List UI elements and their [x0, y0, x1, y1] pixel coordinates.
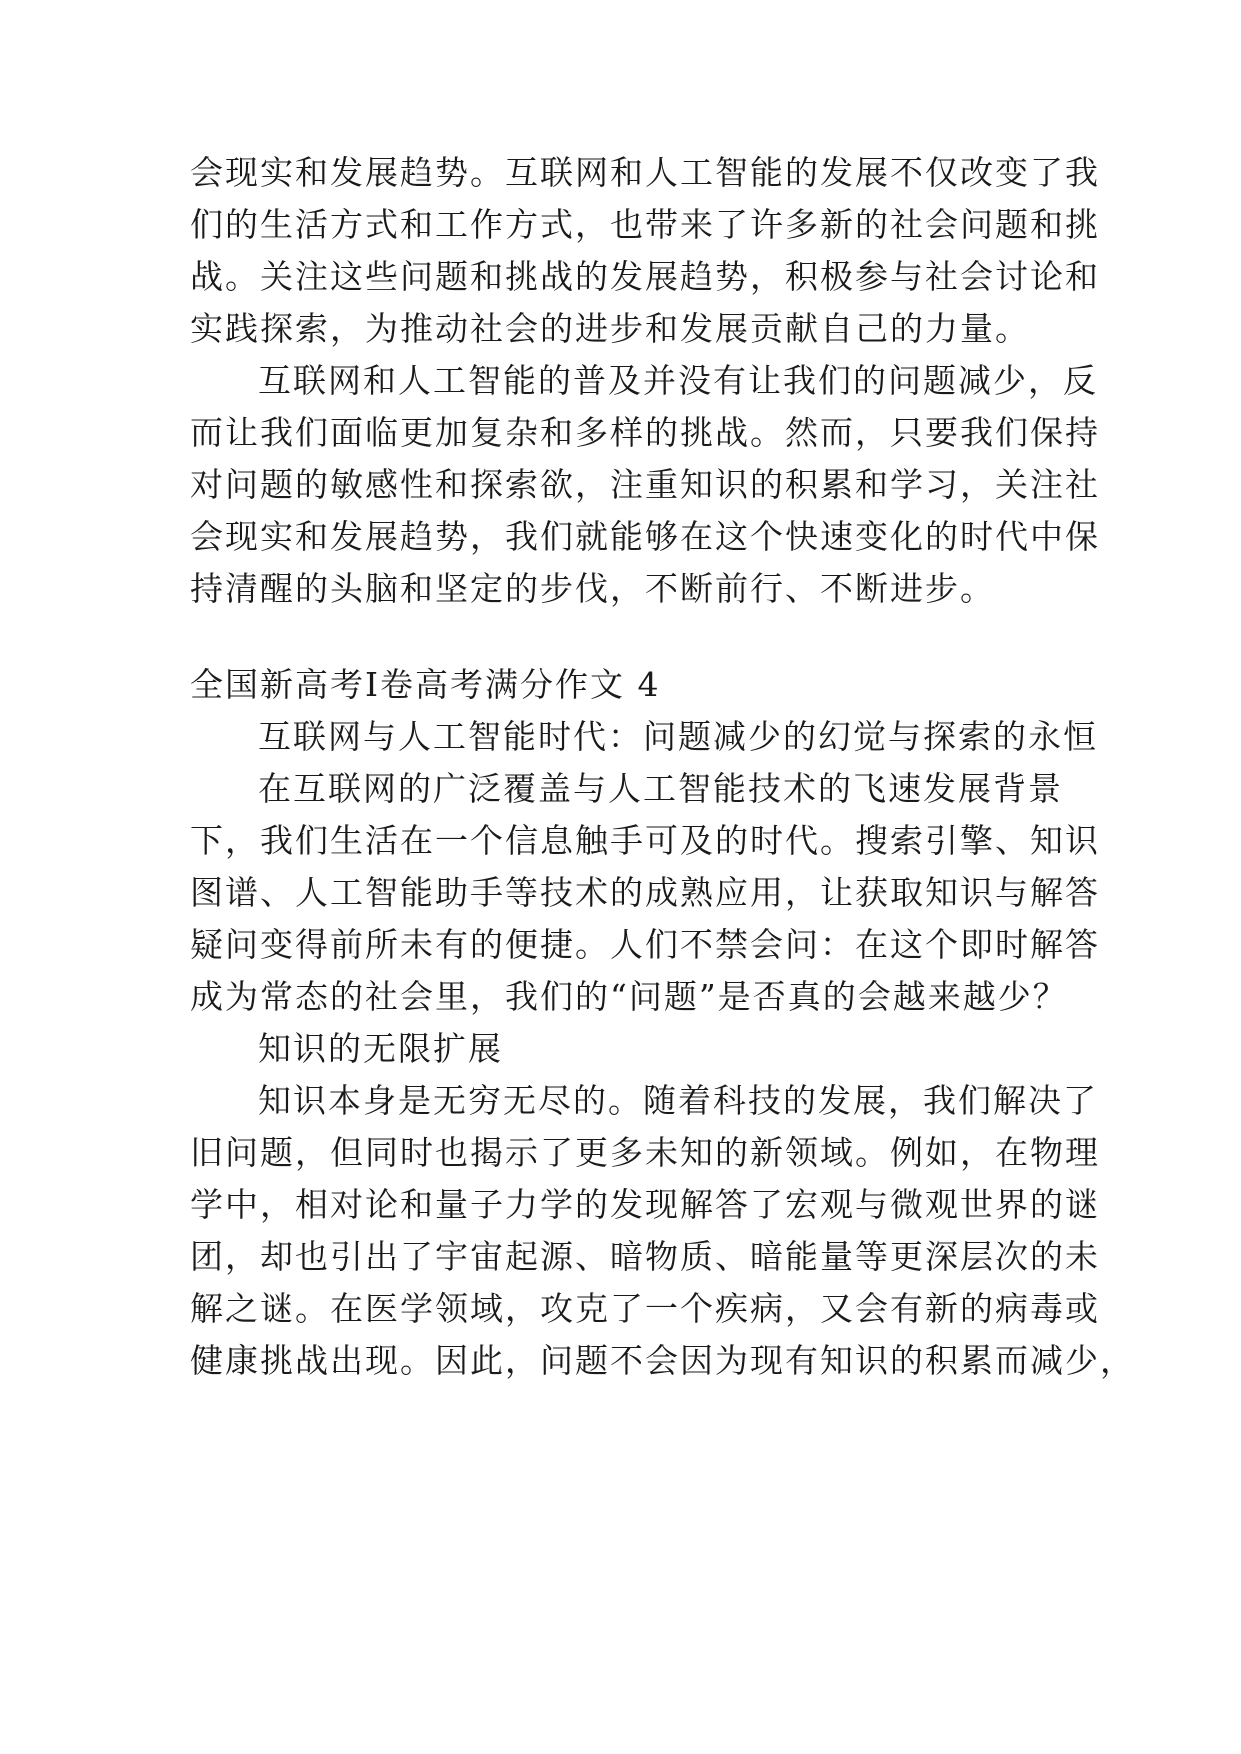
paragraph-line: 对问题的敏感性和探索欲，注重知识的积累和学习，关注社 — [190, 465, 1100, 504]
paragraph-line: 疑问变得前所未有的便捷。人们不禁会问：在这个即时解答 — [190, 925, 1100, 964]
paragraph-line: 学中，相对论和量子力学的发现解答了宏观与微观世界的谜 — [190, 1185, 1100, 1224]
paragraph-line: 而让我们面临更加复杂和多样的挑战。然而，只要我们保持 — [190, 413, 1100, 452]
paragraph-line: 知识本身是无穷无尽的。随着科技的发展，我们解决了 — [258, 1081, 1098, 1120]
paragraph-line: 持清醒的头脑和坚定的步伐，不断前行、不断进步。 — [190, 569, 995, 608]
paragraph-line: 实践探索，为推动社会的进步和发展贡献自己的力量。 — [190, 309, 1030, 348]
essay-title: 互联网与人工智能时代：问题减少的幻觉与探索的永恒 — [258, 717, 1098, 756]
subheading: 知识的无限扩展 — [258, 1029, 503, 1068]
paragraph-line: 团，却也引出了宇宙起源、暗物质、暗能量等更深层次的未 — [190, 1237, 1100, 1276]
paragraph-line: 图谱、人工智能助手等技术的成熟应用，让获取知识与解答 — [190, 873, 1100, 912]
paragraph-line: 旧问题，但同时也揭示了更多未知的新领域。例如，在物理 — [190, 1133, 1100, 1172]
paragraph-line: 下，我们生活在一个信息触手可及的时代。搜索引擎、知识 — [190, 821, 1100, 860]
paragraph-line: 互联网和人工智能的普及并没有让我们的问题减少，反 — [258, 361, 1098, 400]
paragraph-line: 成为常态的社会里，我们的“问题”是否真的会越来越少？ — [190, 977, 1068, 1016]
paragraph-line: 解之谜。在医学领域，攻克了一个疾病，又会有新的病毒或 — [190, 1289, 1100, 1328]
paragraph-line: 健康挑战出现。因此，问题不会因为现有知识的积累而减少， — [190, 1341, 1135, 1380]
paragraph-line: 们的生活方式和工作方式，也带来了许多新的社会问题和挑 — [190, 205, 1100, 244]
paragraph-line: 在互联网的广泛覆盖与人工智能技术的飞速发展背景 — [258, 769, 1063, 808]
section-heading: 全国新高考Ⅰ卷高考满分作文 4 — [190, 665, 661, 704]
paragraph-line: 会现实和发展趋势，我们就能够在这个快速变化的时代中保 — [190, 517, 1100, 556]
paragraph-line: 战。关注这些问题和挑战的发展趋势，积极参与社会讨论和 — [190, 257, 1100, 296]
paragraph-line: 会现实和发展趋势。互联网和人工智能的发展不仅改变了我 — [190, 153, 1100, 192]
